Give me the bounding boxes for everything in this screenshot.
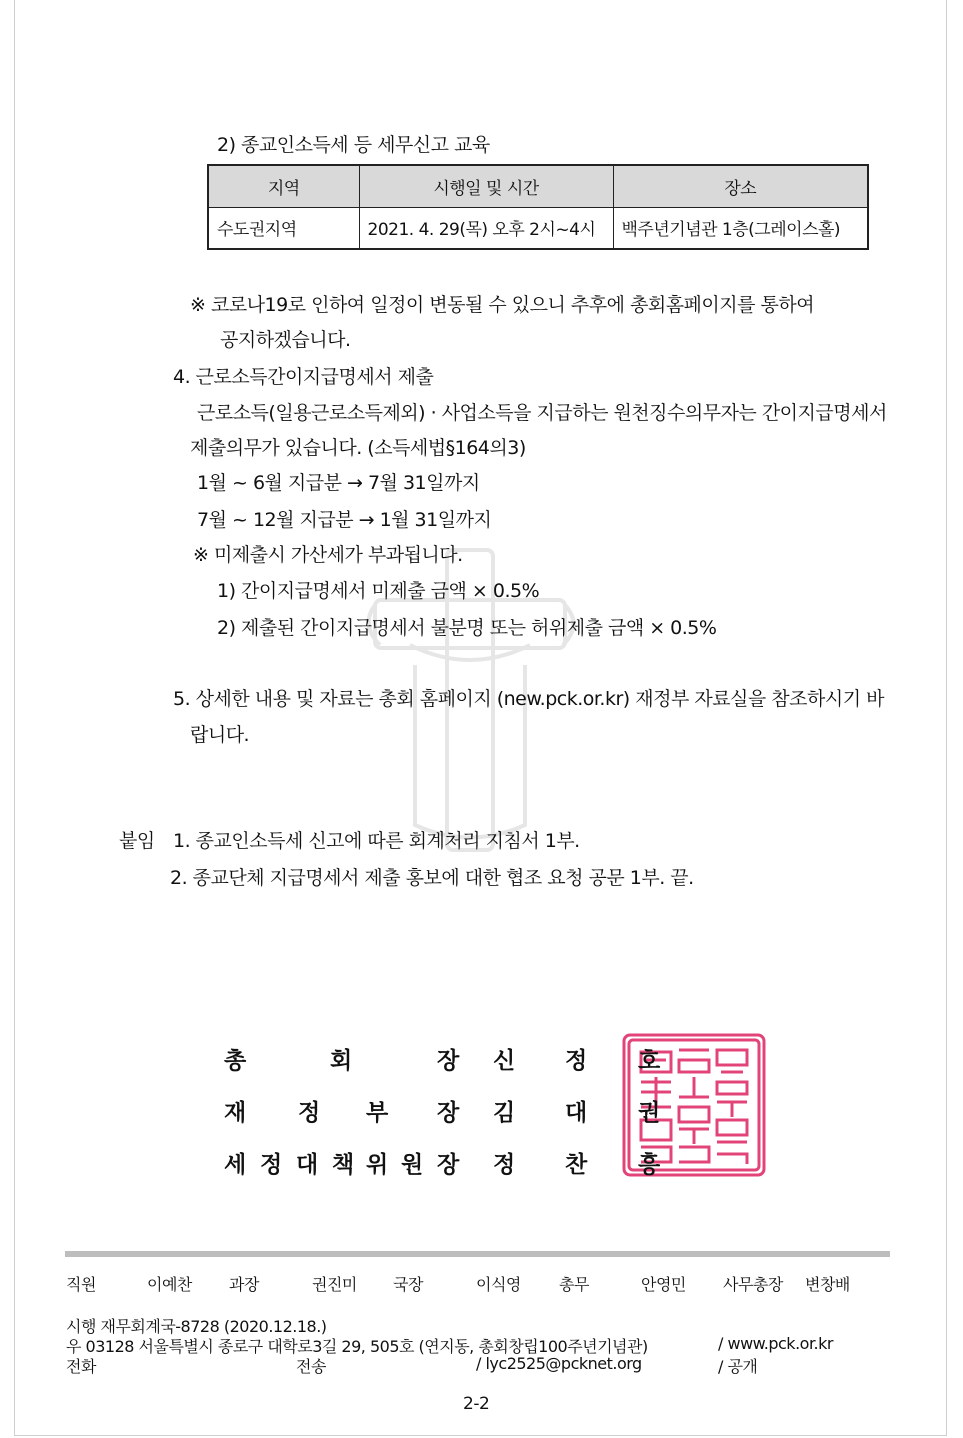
email-link[interactable]: / lyc2525@pcknet.org: [476, 1354, 642, 1373]
signature-char: 호: [638, 1048, 661, 1074]
schedule-table: [207, 164, 869, 250]
signature-char: 흥: [638, 1152, 661, 1178]
item5-line: 5. 상세한 내용 및 자료는 총회 홈페이지 (new.pck.or.kr) 재정부 자료실을 참조하시기 바: [173, 688, 884, 710]
signature-char: 김: [493, 1100, 516, 1126]
penalty-line: 2) 제출된 간이지급명세서 불분명 또는 허위제출 금액 × 0.5%: [217, 617, 717, 639]
item4-description: 근로소득(일용근로소득제외) · 사업소득을 지급하는 원천징수의무자는 간이지급명세서: [197, 402, 887, 424]
notice-line: ※ 코로나19로 인하여 일정이 변동될 수 있으니 추후에 총회홈페이지를 통하여: [190, 294, 815, 316]
role-title: 총무: [559, 1275, 589, 1294]
table-cell: 백주년기념관 1층(그레이스홀): [613, 207, 868, 249]
deadline-line: 1월 ~ 6월 지급분 → 7월 31일까지: [197, 472, 480, 494]
item5-line: 랍니다.: [190, 724, 250, 746]
fax-label: 전송: [296, 1357, 326, 1376]
notice-line: 공지하겠습니다.: [220, 329, 351, 351]
table-cell: 2021. 4. 29(목) 오후 2시~4시: [359, 207, 613, 249]
signature-char: 정: [298, 1100, 321, 1126]
penalty-note: ※ 미제출시 가산세가 부과됩니다.: [193, 544, 463, 566]
deadline-line: 7월 ~ 12월 지급분 → 1월 31일까지: [197, 509, 492, 531]
item4-title: 4. 근로소득간이지급명세서 제출: [173, 366, 434, 388]
table-cell: 수도권지역: [208, 207, 359, 249]
role-name: 안영민: [641, 1275, 686, 1294]
page-number: 2-2: [463, 1394, 490, 1414]
signature-char: 책: [332, 1152, 355, 1178]
signature-char: 정: [565, 1048, 588, 1074]
table-header-row: [208, 165, 868, 207]
signature-char: 회: [330, 1048, 353, 1074]
section-heading: 2) 종교인소득세 등 세무신고 교육: [217, 134, 490, 156]
penalty-line: 1) 간이지급명세서 미제출 금액 × 0.5%: [217, 580, 540, 602]
role-title: 직원: [66, 1275, 96, 1294]
table-header-cell: 지역: [208, 165, 359, 207]
signature-char: 찬: [565, 1152, 588, 1178]
signature-char: 대: [296, 1152, 319, 1178]
document-number: 시행 재무회계국-8728 (2020.12.18.): [66, 1317, 327, 1336]
signature-char: 원: [401, 1152, 424, 1178]
role-name: 변창배: [805, 1275, 850, 1294]
signature-char: 위: [366, 1152, 389, 1178]
signature-char: 신: [493, 1048, 516, 1074]
role-title: 국장: [393, 1275, 423, 1294]
signature-char: 부: [366, 1100, 389, 1126]
address: 우 03128 서울특별시 종로구 대학로3길 29, 505호 (연지동, 총회창립100주년기념관): [66, 1337, 648, 1356]
signature-char: 권: [638, 1100, 661, 1126]
website-link[interactable]: / www.pck.or.kr: [718, 1334, 833, 1353]
signature-char: 장: [437, 1152, 460, 1178]
signature-char: 세: [224, 1152, 247, 1178]
table-row: [208, 207, 868, 249]
signature-char: 장: [437, 1048, 460, 1074]
phone-label: 전화: [66, 1357, 96, 1376]
role-title: 사무총장: [723, 1275, 783, 1294]
item4-description: 제출의무가 있습니다. (소득세법§164의3): [190, 437, 526, 459]
signature-char: 총: [224, 1048, 247, 1074]
signature-char: 정: [260, 1152, 283, 1178]
signature-char: 대: [565, 1100, 588, 1126]
attachment-item: 1. 종교인소득세 신고에 따른 회계처리 지침서 1부.: [173, 830, 580, 852]
signature-char: 정: [493, 1152, 516, 1178]
table-header-cell: 장소: [613, 165, 868, 207]
role-name: 이식영: [476, 1275, 521, 1294]
role-name: 이예찬: [147, 1275, 192, 1294]
footer-divider: [65, 1251, 890, 1257]
signature-char: 재: [224, 1100, 247, 1126]
role-name: 권진미: [312, 1275, 357, 1294]
role-title: 과장: [229, 1275, 259, 1294]
disclosure-status: / 공개: [718, 1357, 758, 1376]
attachments-label: 붙임: [119, 830, 155, 852]
attachment-item: 2. 종교단체 지급명세서 제출 홍보에 대한 협조 요청 공문 1부. 끝.: [170, 867, 694, 889]
signature-char: 장: [437, 1100, 460, 1126]
table-header-cell: 시행일 및 시간: [359, 165, 613, 207]
